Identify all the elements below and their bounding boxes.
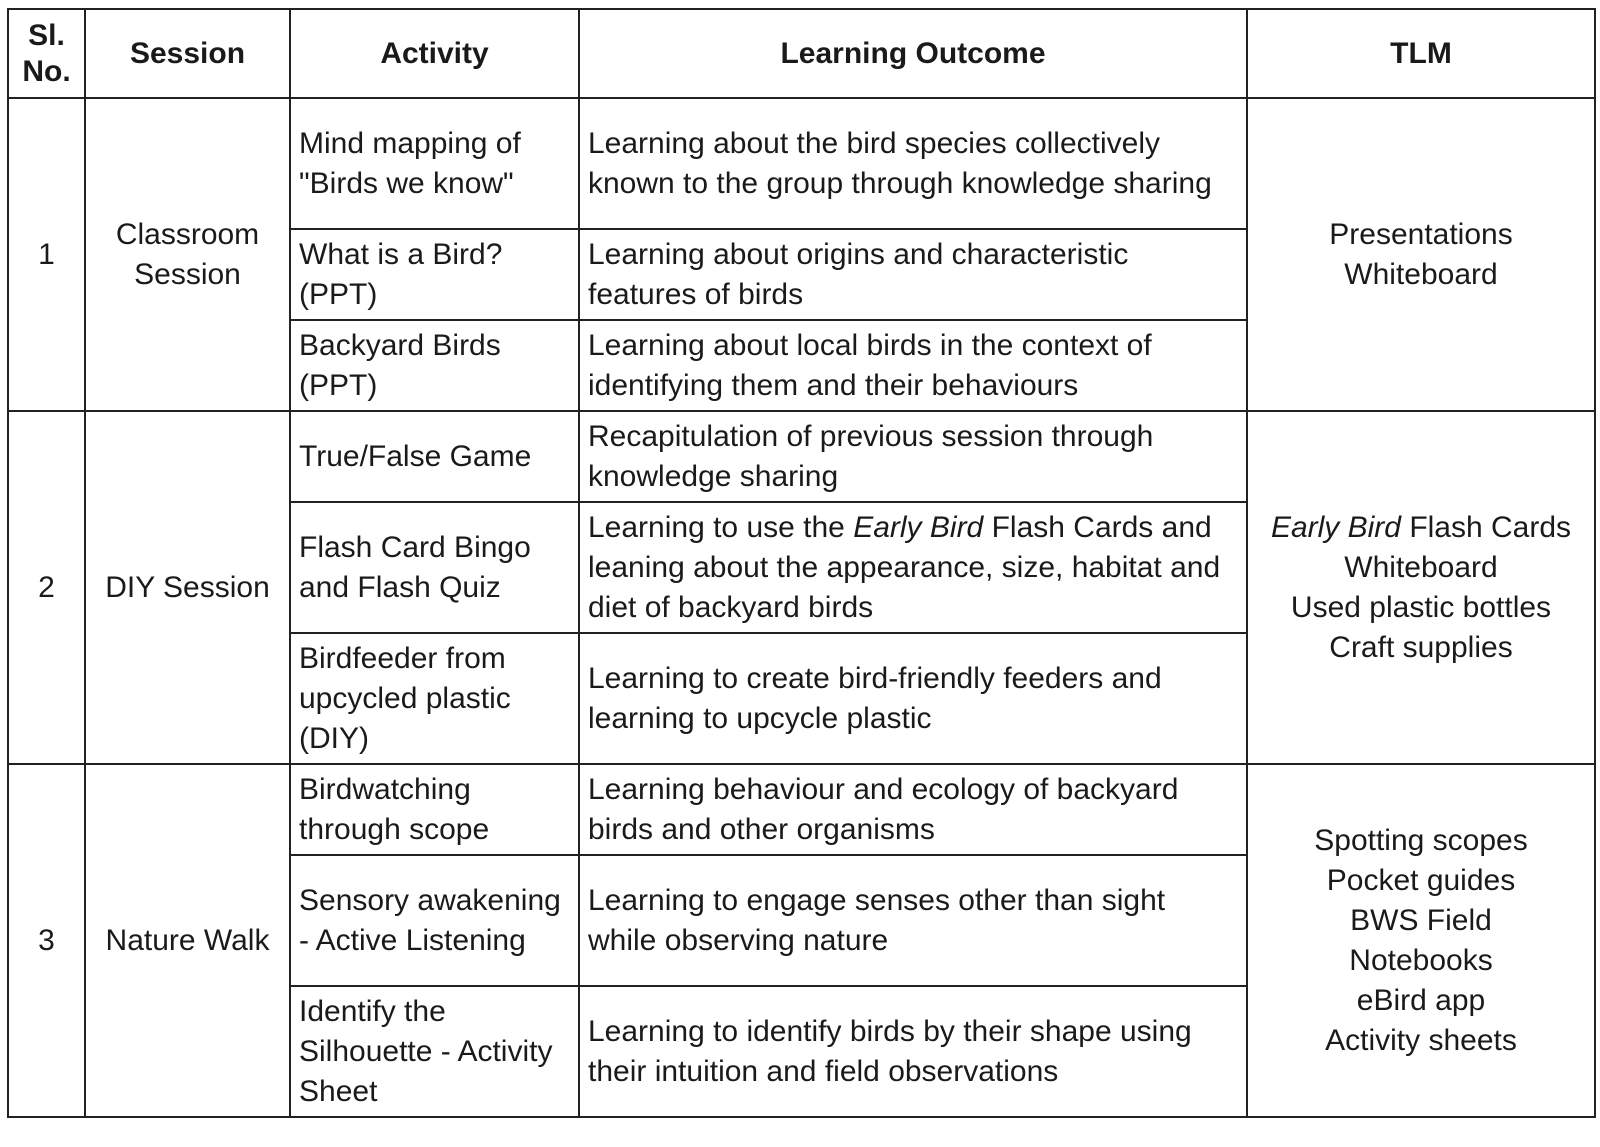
tlm-item: Spotting scopes <box>1314 823 1528 857</box>
tlm-item: BWS Field <box>1350 903 1492 937</box>
tlm-rest-text: Flash Cards <box>1400 510 1572 544</box>
outcome-cell: Learning to engage senses other than sight while observing nature <box>579 855 1247 986</box>
tlm-cell <box>1247 764 1595 1117</box>
activity-cell: Mind mapping of "Birds we know" <box>290 98 579 229</box>
tlm-item: Whiteboard <box>1344 257 1498 291</box>
outcome-cell <box>579 502 1247 633</box>
table-row <box>8 98 1595 229</box>
sl-no-cell: 1 <box>8 98 85 411</box>
sl-no-cell: 2 <box>8 411 85 764</box>
activity-cell: Birdwatching through scope <box>290 764 579 855</box>
header-sl-no: Sl. No. <box>8 9 85 98</box>
outcome-cell: Learning about the bird species collectively known to the group through knowledge sharing <box>579 98 1247 229</box>
tlm-italic-text: Early Bird <box>1270 510 1401 544</box>
session-cell: Nature Walk <box>85 764 290 1117</box>
table-row <box>8 764 1595 855</box>
outcome-cell: Learning to create bird-friendly feeders and learning to upcycle plastic <box>579 633 1247 764</box>
tlm-item: Whiteboard <box>1344 550 1498 584</box>
activity-cell: Birdfeeder from upcycled plastic (DIY) <box>290 633 579 764</box>
header-row <box>8 9 1595 98</box>
header-session: Session <box>85 9 290 98</box>
header-activity: Activity <box>290 9 579 98</box>
outcome-cell: Learning about local birds in the context of identifying them and their behaviours <box>579 320 1247 411</box>
session-cell: DIY Session <box>85 411 290 764</box>
table-row <box>8 411 1595 502</box>
tlm-item <box>1256 508 1586 548</box>
tlm-item: Used plastic bottles <box>1290 590 1552 624</box>
tlm-cell <box>1247 98 1595 411</box>
session-cell: Classroom Session <box>85 98 290 411</box>
activity-cell: True/False Game <box>290 411 579 502</box>
tlm-item: Notebooks <box>1349 943 1493 977</box>
activity-cell: Backyard Birds (PPT) <box>290 320 579 411</box>
tlm-item: eBird app <box>1356 983 1486 1017</box>
sl-no-cell: 3 <box>8 764 85 1117</box>
activity-cell: Identify the Silhouette - Activity Sheet <box>290 986 579 1117</box>
tlm-item: Pocket guides <box>1326 863 1516 897</box>
tlm-item: Craft supplies <box>1329 630 1513 664</box>
tlm-item: Presentations <box>1329 217 1513 251</box>
header-learning-outcome: Learning Outcome <box>579 9 1247 98</box>
activity-cell: What is a Bird? (PPT) <box>290 229 579 320</box>
outcome-text-pre: Learning to use the <box>588 510 854 544</box>
session-plan-table <box>7 8 1596 1118</box>
activity-cell: Sensory awakening - Active Listening <box>290 855 579 986</box>
outcome-cell: Learning to identify birds by their shape using their intuition and field observations <box>579 986 1247 1117</box>
outcome-cell: Learning behaviour and ecology of backyard birds and other organisms <box>579 764 1247 855</box>
tlm-item: Activity sheets <box>1325 1023 1517 1057</box>
outcome-text-post: Flash Cards and leaning about the appearance, size, habitat and diet of backyard birds <box>588 510 1221 624</box>
outcome-cell: Learning about origins and characteristic features of birds <box>579 229 1247 320</box>
header-tlm: TLM <box>1247 9 1595 98</box>
activity-cell: Flash Card Bingo and Flash Quiz <box>290 502 579 633</box>
tlm-cell <box>1247 411 1595 764</box>
outcome-cell: Recapitulation of previous session through knowledge sharing <box>579 411 1247 502</box>
outcome-italic-text: Early Bird <box>853 510 984 544</box>
